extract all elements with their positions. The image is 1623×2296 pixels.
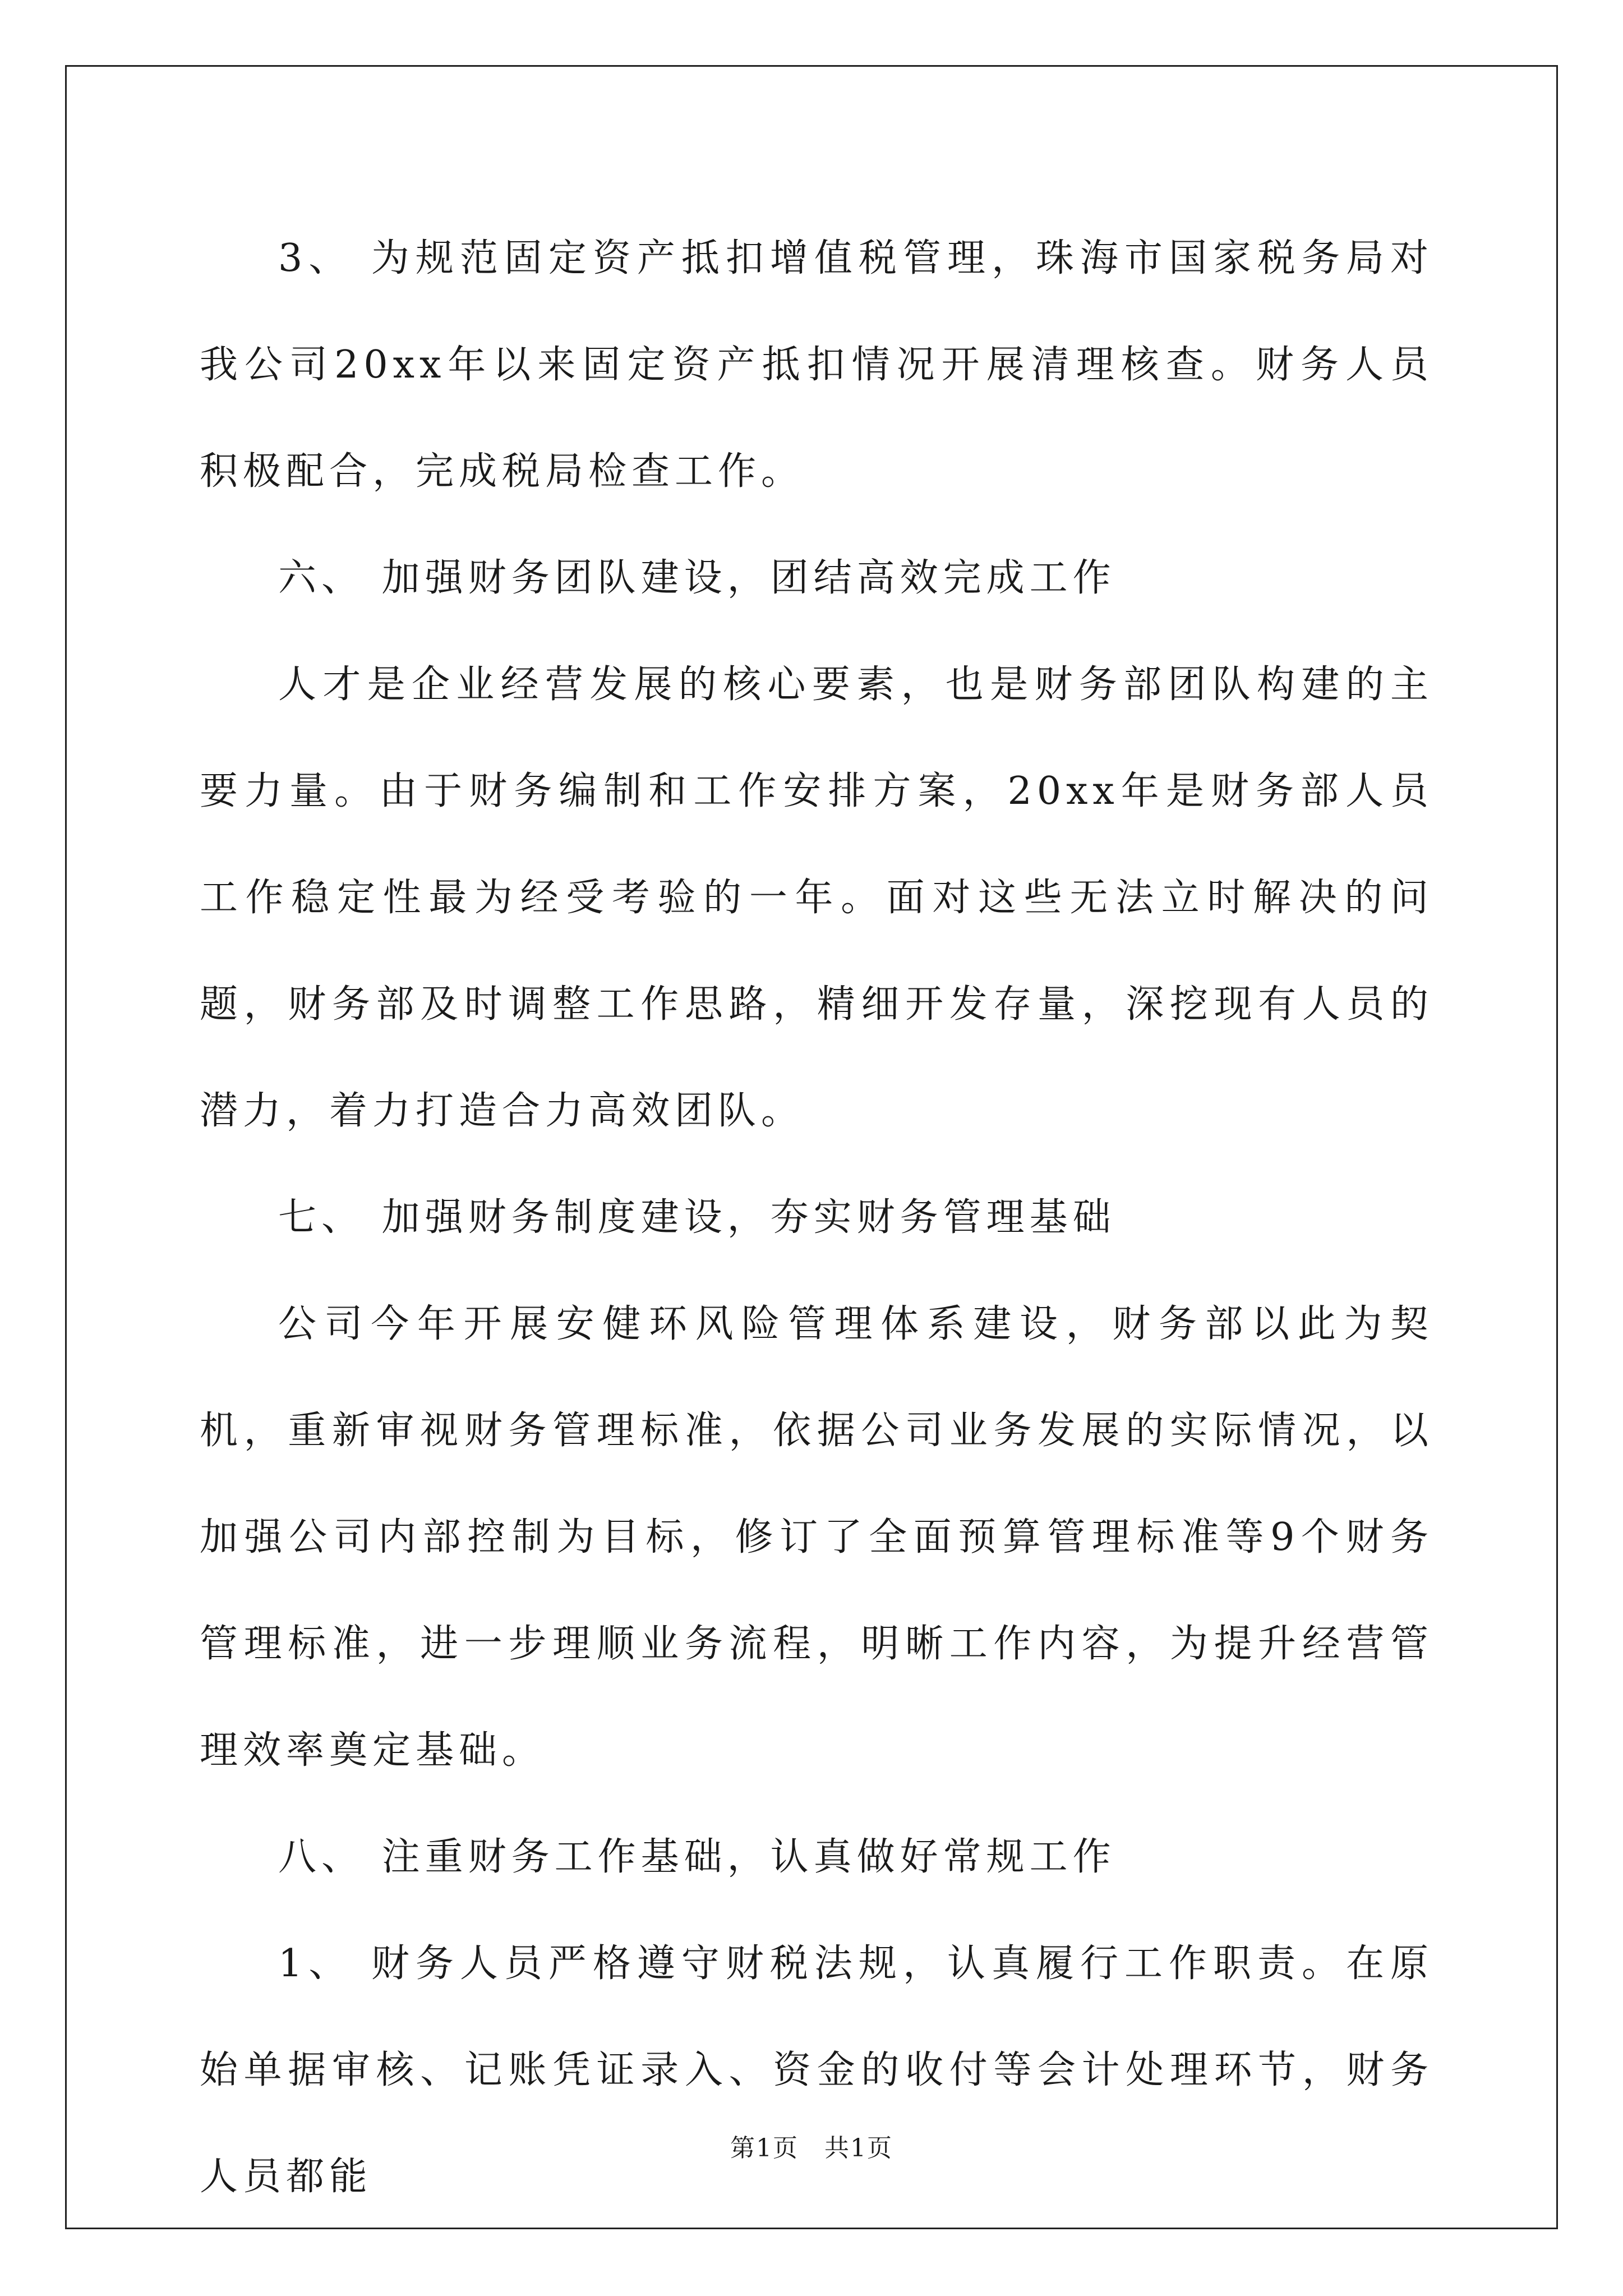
section-heading: 八、 注重财务工作基础，认真做好常规工作 xyxy=(278,1835,1116,1879)
paragraph: 1、 财务人员严格遵守财税法规，认真履行工作职责。在原始单据审核、记账凭证录入、资金的收付等会计处理环节，财务人员都能 xyxy=(200,1941,1433,2199)
page-number: 第1页 xyxy=(730,2134,799,2162)
document-body xyxy=(200,205,1433,2230)
section-heading: 七、 加强财务制度建设，夯实财务管理基础 xyxy=(278,1195,1116,1240)
section-heading: 六、 加强财务团队建设，团结高效完成工作 xyxy=(278,556,1116,600)
paragraph: 3、 为规范固定资产抵扣增值税管理，珠海市国家税务局对我公司20xx年以来固定资产抵扣情况开展清理核查。财务人员积极配合，完成税局检查工作。 xyxy=(200,236,1433,494)
page-footer xyxy=(0,2128,1623,2164)
paragraph: 公司今年开展安健环风险管理体系建设，财务部以此为契机，重新审视财务管理标准，依据公司业务发展的实际情况，以加强公司内部控制为目标，修订了全面预算管理标准等9个财务管理标准，进一步理顺业务流程，明晰工作内容，为提升经营管理效率奠定基础。 xyxy=(200,1302,1433,1773)
page-total: 共1页 xyxy=(824,2134,893,2162)
paragraph: 人才是企业经营发展的核心要素，也是财务部团队构建的主要力量。由于财务编制和工作安排方案，20xx年是财务部人员工作稳定性最为经受考验的一年。面对这些无法立时解决的问题，财务部及时调整工作思路，精细开发存量，深挖现有人员的潜力，着力打造合力高效团队。 xyxy=(200,662,1433,1133)
